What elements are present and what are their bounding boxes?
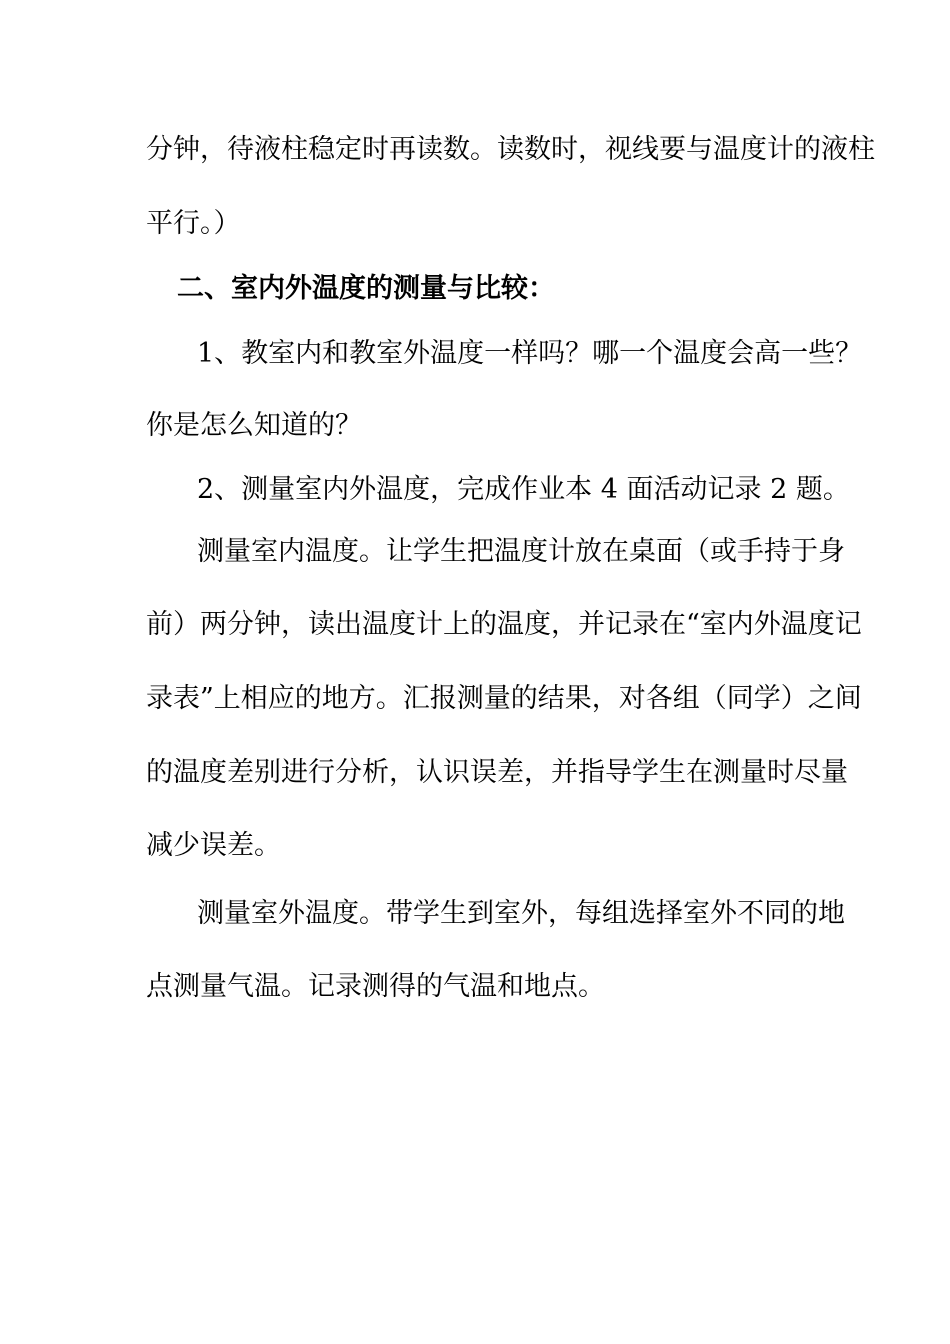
paragraph-line: 测量室内温度。让学生把温度计放在桌面（或手持于身 — [197, 536, 845, 567]
section-heading: 二、室内外温度的测量与比较： — [177, 273, 555, 304]
paragraph-line: 你是怎么知道的？ — [146, 410, 362, 441]
paragraph-line: 1、教室内和教室外温度一样吗？哪一个温度会高一些？ — [197, 338, 863, 369]
paragraph-line: 测量室外温度。带学生到室外，每组选择室外不同的地 — [197, 898, 845, 929]
paragraph-line: 前）两分钟，读出温度计上的温度，并记录在“室内外温度记 — [146, 609, 862, 640]
paragraph-line: 的温度差别进行分析，认识误差，并指导学生在测量时尽量 — [146, 757, 848, 788]
paragraph-line: 点测量气温。记录测得的气温和地点。 — [146, 971, 605, 1002]
paragraph-line: 2、测量室内外温度，完成作业本 4 面活动记录 2 题。 — [197, 474, 850, 505]
paragraph-line: 分钟，待液柱稳定时再读数。读数时，视线要与温度计的液柱 — [146, 134, 875, 165]
paragraph-line: 减少误差。 — [146, 830, 281, 861]
paragraph-line: 平行。） — [146, 208, 241, 239]
paragraph-line: 录表”上相应的地方。汇报测量的结果，对各组（同学）之间 — [146, 683, 862, 714]
